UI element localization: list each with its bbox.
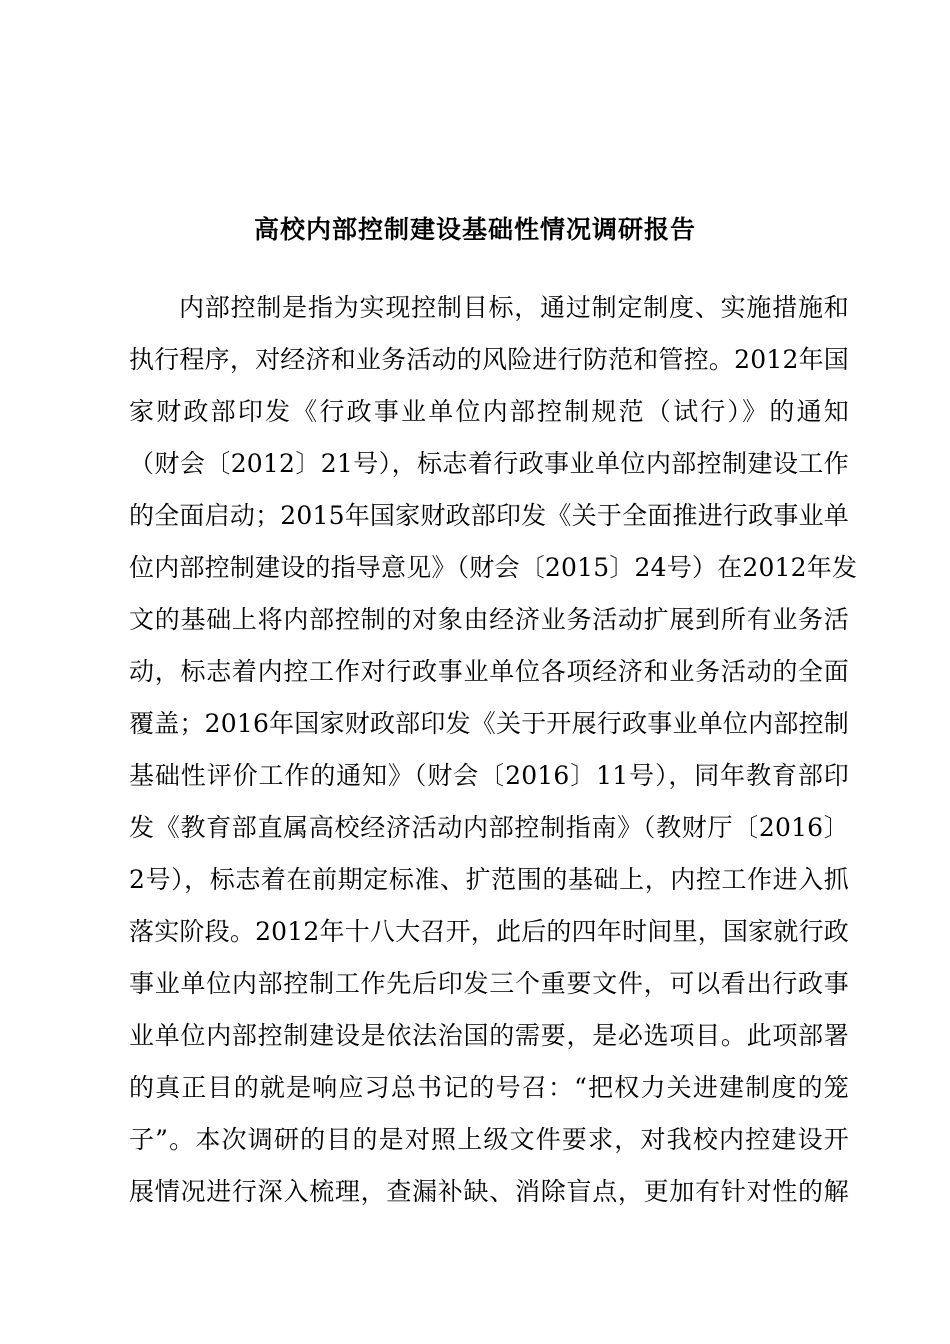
body-line: 展情况进行深入梳理，查漏补缺、消除盲点，更加有针对性的解 xyxy=(129,1177,849,1206)
body-line: 落实阶段。2012年十八大召开，此后的四年时间里，国家就行政 xyxy=(129,917,849,946)
body-line: 2号），标志着在前期定标准、扩范围的基础上，内控工作进入抓 xyxy=(129,865,849,894)
body-line: 文的基础上将内部控制的对象由经济业务活动扩展到所有业务活 xyxy=(129,605,849,634)
body-line: 位内部控制建设的指导意见》（财会〔2015〕24号）在2012年发 xyxy=(129,553,858,582)
body-line: 执行程序，对经济和业务活动的风险进行防范和管控。2012年国 xyxy=(129,345,849,374)
body-line: 覆盖；2016年国家财政部印发《关于开展行政事业单位内部控制 xyxy=(129,709,849,738)
body-line: 的全面启动；2015年国家财政部印发《关于全面推进行政事业单 xyxy=(129,501,849,530)
body-line: 发《教育部直属高校经济活动内部控制指南》（教财厅〔2016〕 xyxy=(129,813,849,842)
body-line: 基础性评价工作的通知》（财会〔2016〕11号），同年教育部印 xyxy=(129,761,849,790)
body-line: 子”。本次调研的目的是对照上级文件要求，对我校内控建设开 xyxy=(129,1125,849,1154)
body-line: 内部控制是指为实现控制目标，通过制定制度、实施措施和 xyxy=(179,293,849,322)
body-line: 业单位内部控制建设是依法治国的需要，是必选项目。此项部署 xyxy=(129,1021,849,1050)
document-body xyxy=(129,286,858,1222)
body-line: 动，标志着内控工作对行政事业单位各项经济和业务活动的全面 xyxy=(129,657,849,686)
document-title: 高校内部控制建设基础性情况调研报告 xyxy=(253,215,696,244)
body-line: 事业单位内部控制工作先后印发三个重要文件，可以看出行政事 xyxy=(129,969,849,998)
body-line: 家财政部印发《行政事业单位内部控制规范（试行）》的通知 xyxy=(129,397,849,426)
body-line: 的真正目的就是响应习总书记的号召：“把权力关进建制度的笼 xyxy=(129,1073,849,1102)
body-line: （财会〔2012〕21号），标志着行政事业单位内部控制建设工作 xyxy=(129,449,849,478)
